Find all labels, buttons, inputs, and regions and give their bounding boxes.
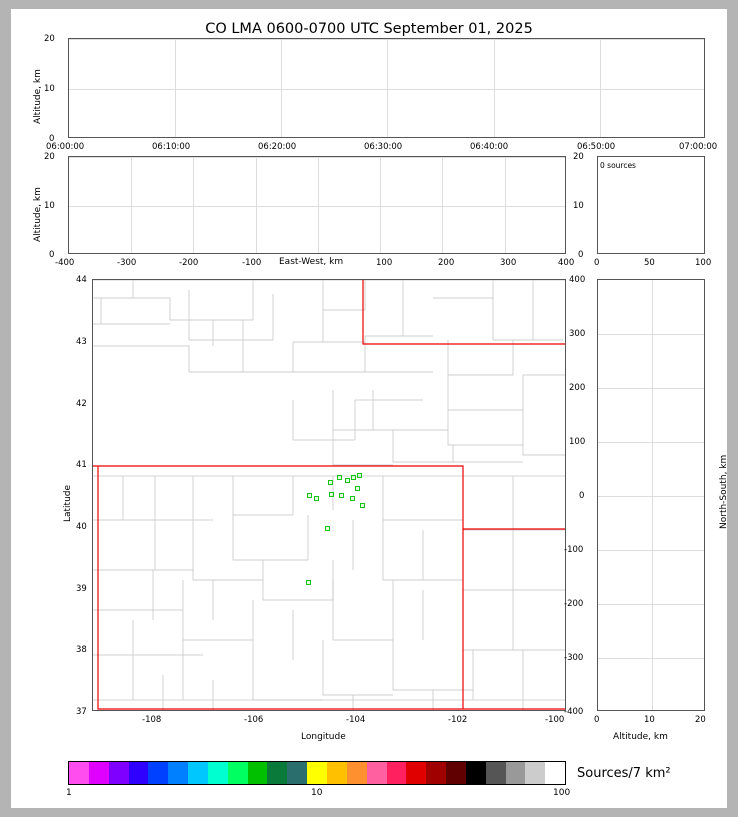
colorbar-swatch — [466, 762, 486, 784]
p4-xtick-104: -104 — [346, 715, 366, 725]
colorbar-label: Sources/7 km² — [577, 766, 671, 781]
p2-xlabel: East-West, km — [279, 257, 344, 267]
p2-xtick-8: 400 — [558, 258, 575, 268]
p1-ytick-0: 0 — [49, 134, 55, 144]
p2-xtick-3: -100 — [242, 258, 262, 268]
colorbar-swatch — [69, 762, 89, 784]
colorbar-swatch — [307, 762, 327, 784]
p5-ylabel: North-South, km — [719, 454, 729, 529]
p5-xtick-0: 0 — [594, 715, 600, 725]
p3-ytick-20: 20 — [573, 152, 584, 162]
colorbar-swatch — [208, 762, 228, 784]
colorbar-swatch — [426, 762, 446, 784]
p4-xlabel: Longitude — [301, 732, 346, 742]
colorbar-swatch — [168, 762, 188, 784]
p2-xtick-6: 200 — [438, 258, 455, 268]
colorbar-swatch — [109, 762, 129, 784]
source-point — [350, 496, 355, 501]
p4-xtick-102: -102 — [448, 715, 468, 725]
source-point — [355, 486, 360, 491]
colorbar-swatch — [248, 762, 268, 784]
p5-xlabel: Altitude, km — [613, 732, 668, 742]
p4-ytick-41: 41 — [76, 460, 87, 470]
p1-xtick-3: 06:30:00 — [364, 142, 403, 152]
p2-xtick-5: 100 — [376, 258, 393, 268]
colorbar-swatch — [347, 762, 367, 784]
p2-xtick-1: -300 — [117, 258, 137, 268]
p4-ytick-42: 42 — [76, 399, 87, 409]
panel-altitude-northsouth — [597, 279, 705, 711]
p4-xtick-106: -106 — [244, 715, 264, 725]
p5-xtick-10: 10 — [644, 715, 655, 725]
p4-ytick-37: 37 — [76, 707, 87, 717]
colorbar-swatch — [506, 762, 526, 784]
colorbar-swatch — [148, 762, 168, 784]
panel-sources-histogram — [597, 156, 705, 254]
colorbar-swatch — [525, 762, 545, 784]
p1-xtick-4: 06:40:00 — [470, 142, 509, 152]
p2-ytick-20: 20 — [44, 152, 55, 162]
p5-ytick-0: 0 — [579, 491, 585, 501]
p5-ytick-m200: -200 — [564, 599, 584, 609]
p2-xtick-7: 300 — [500, 258, 517, 268]
colorbar-tick-10: 10 — [311, 788, 323, 798]
p4-ytick-43: 43 — [76, 337, 87, 347]
colorbar-swatch — [188, 762, 208, 784]
colorbar — [68, 761, 566, 785]
panel-eastwest-altitude — [68, 156, 566, 254]
source-point — [345, 478, 350, 483]
source-point — [325, 526, 330, 531]
source-point — [328, 480, 333, 485]
p2-xtick-2: -200 — [179, 258, 199, 268]
p5-xtick-20: 20 — [695, 715, 706, 725]
p2-xtick-0: -400 — [55, 258, 75, 268]
source-point — [307, 493, 312, 498]
figure-canvas — [11, 9, 727, 808]
source-point — [306, 580, 311, 585]
source-point — [337, 475, 342, 480]
source-point — [329, 492, 334, 497]
colorbar-swatch — [89, 762, 109, 784]
colorbar-swatch — [287, 762, 307, 784]
p3-ytick-10: 10 — [573, 201, 584, 211]
p3-xtick-100: 100 — [695, 258, 712, 268]
p1-ytick-10: 10 — [44, 84, 55, 94]
p1-xtick-2: 06:20:00 — [258, 142, 297, 152]
colorbar-swatch — [545, 762, 565, 784]
p5-ytick-m400: -400 — [564, 707, 584, 717]
p5-ytick-m300: -300 — [564, 653, 584, 663]
p1-xtick-1: 06:10:00 — [152, 142, 191, 152]
source-point — [357, 473, 362, 478]
source-point — [314, 496, 319, 501]
p4-ytick-39: 39 — [76, 584, 87, 594]
p2-ylabel: Altitude, km — [33, 187, 43, 242]
p4-xtick-100: -100 — [545, 715, 565, 725]
colorbar-swatch — [387, 762, 407, 784]
p5-ytick-400: 400 — [569, 275, 586, 285]
p4-ytick-38: 38 — [76, 645, 87, 655]
p3-xtick-0: 0 — [594, 258, 600, 268]
p5-ytick-100: 100 — [569, 437, 586, 447]
colorbar-swatch — [406, 762, 426, 784]
p3-xtick-50: 50 — [644, 258, 655, 268]
colorbar-swatch — [367, 762, 387, 784]
p1-ytick-20: 20 — [44, 34, 55, 44]
p5-ytick-m100: -100 — [564, 545, 584, 555]
source-count-note: 0 sources — [600, 161, 636, 170]
panel-longitude-latitude-map — [92, 279, 566, 711]
colorbar-swatch — [129, 762, 149, 784]
source-point — [351, 475, 356, 480]
p2-ytick-0: 0 — [49, 250, 55, 260]
colorbar-swatch — [446, 762, 466, 784]
source-point — [360, 503, 365, 508]
p3-ytick-0: 0 — [578, 250, 584, 260]
colorbar-swatch — [327, 762, 347, 784]
p1-xtick-0: 06:00:00 — [46, 142, 85, 152]
p4-ytick-44: 44 — [76, 275, 87, 285]
p4-ylabel: Latitude — [63, 484, 73, 522]
p4-ytick-40: 40 — [76, 522, 87, 532]
p5-ytick-300: 300 — [569, 329, 586, 339]
colorbar-tick-100: 100 — [553, 788, 571, 798]
p1-xtick-5: 06:50:00 — [577, 142, 616, 152]
p5-ytick-200: 200 — [569, 383, 586, 393]
page-title: CO LMA 0600-0700 UTC September 01, 2025 — [205, 21, 533, 37]
p1-xtick-6: 07:00:00 — [679, 142, 718, 152]
colorbar-tick-1: 1 — [66, 788, 72, 798]
colorbar-swatch — [267, 762, 287, 784]
panel-time-altitude — [68, 38, 705, 138]
colorbar-swatch — [486, 762, 506, 784]
p4-xtick-108: -108 — [142, 715, 162, 725]
colorbar-swatch — [228, 762, 248, 784]
source-point — [339, 493, 344, 498]
p1-ylabel: Altitude, km — [33, 69, 43, 124]
p2-ytick-10: 10 — [44, 201, 55, 211]
